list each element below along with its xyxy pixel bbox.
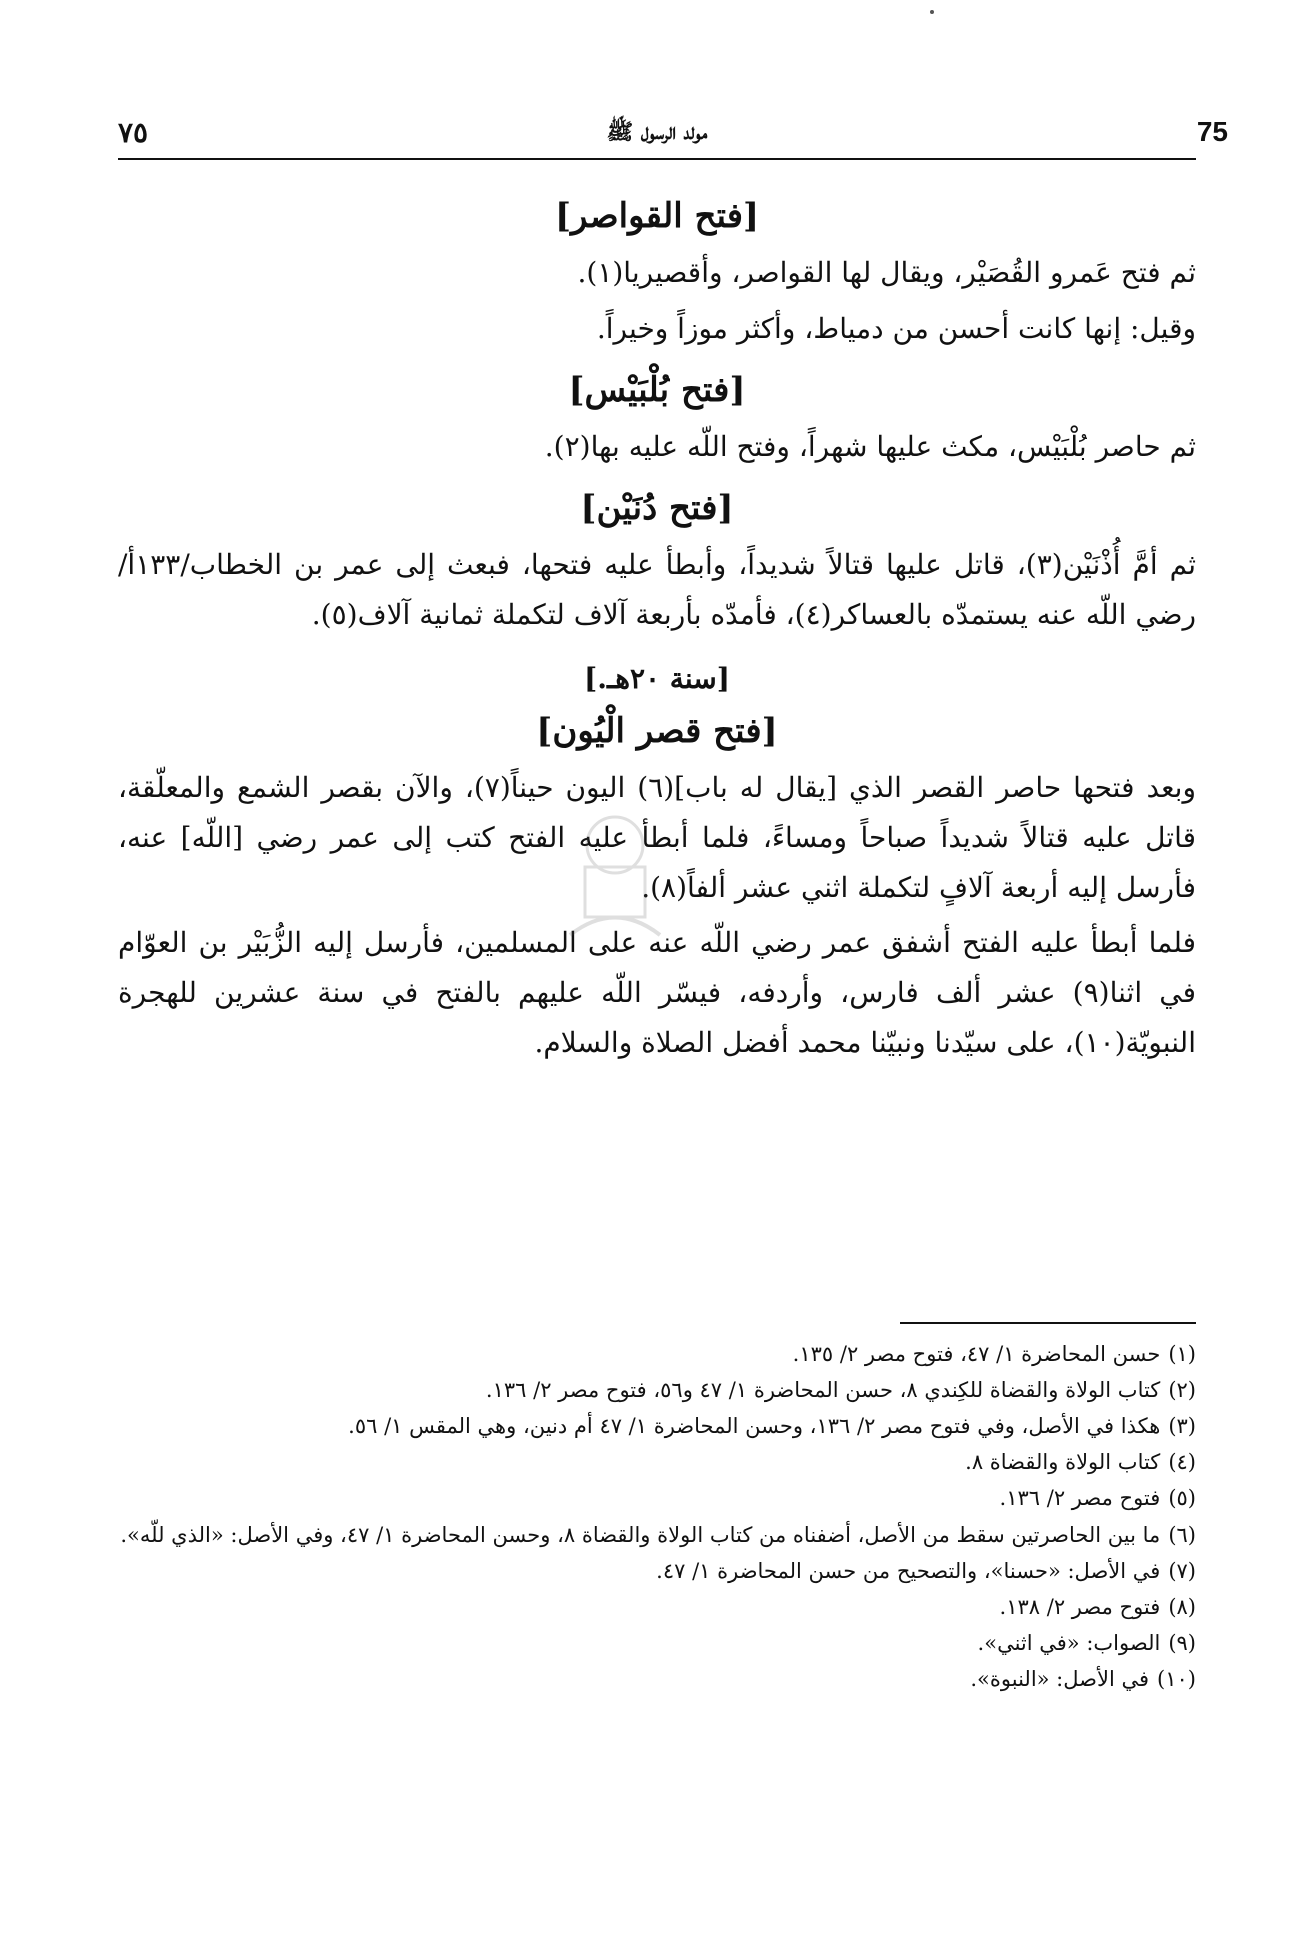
section-heading: [فتح بُلْبَيْس] <box>568 369 746 410</box>
running-title: مولد الرسول ﷺ <box>606 119 708 145</box>
section-heading: [فتح قصر الْيُون] <box>536 710 778 751</box>
footnotes <box>118 1336 1196 1697</box>
footnote-number: (٨) <box>1168 1594 1196 1619</box>
section-bilbeis <box>118 368 1196 472</box>
section-qawasir <box>118 194 1196 354</box>
footnote-text: الصواب: «في اثني». <box>977 1630 1161 1655</box>
library-seal-watermark-icon <box>530 805 700 955</box>
footnote-text: في الأصل: «النبوة». <box>970 1666 1150 1691</box>
paragraph: ثم أمَّ أُذْنَيْن(٣)، قاتل عليها قتالاً شديداً، وأبطأ عليه فتحها، فبعث إلى عمر بن الخطاب/١٣٣أ/ رضي اللّه عنه يستمدّه بالعساكر(٤)، فأمدّه بأربعة آلاف لتكملة ثمانية آلاف(٥). <box>118 548 1197 631</box>
paragraph: وبعد فتحها حاصر القصر الذي [يقال له باب](٦) اليون حيناً(٧)، والآن بقصر الشمع والمعلّقة، قاتل عليه قتالاً شديداً صباحاً ومساءً، فلما أبطأ عليه الفتح كتب إلى عمر رضي [اللّه] عنه، فأرسل إليه أربعة آلافٍ لتكملة اثني عشر ألفاً(٨). <box>118 770 1196 904</box>
footnote <box>118 1625 1196 1661</box>
section-heading: [فتح دُنَيْن] <box>580 487 734 528</box>
footnote-number: (٤) <box>1168 1450 1196 1475</box>
footnote-separator <box>900 1322 1196 1324</box>
footnote-number: (٢) <box>1168 1378 1196 1403</box>
paragraph: ثم فتح عَمرو القُصَيْر، ويقال لها القواصر، وأقصيريا(١). <box>577 256 1196 290</box>
footnote-text: هكذا في الأصل، وفي فتوح مصر ٢/ ١٣٦، وحسن المحاضرة ١/ ٤٧ أم دنين، وهي المقس ١/ ٥٦. <box>348 1414 1161 1439</box>
footnote-text: ما بين الحاصرتين سقط من الأصل، أضفناه من كتاب الولاة والقضاة ٨، وحسن المحاضرة ١/ ٤٧، وفي الأصل: «الذي للّه». <box>120 1522 1161 1547</box>
footnote-text: في الأصل: «حسنا»، والتصحيح من حسن المحاضرة ١/ ٤٧. <box>656 1558 1161 1583</box>
section-dunayn <box>118 486 1196 640</box>
year-heading: [سنة ٢٠هـ.] <box>584 661 730 695</box>
page-number-latin: 75 <box>1196 116 1228 147</box>
paragraph: وقيل: إنها كانت أحسن من دمياط، وأكثر موزاً وخيراً. <box>596 312 1196 346</box>
footnote-number: (٦) <box>1168 1522 1196 1547</box>
footnote-text: كتاب الولاة والقضاة للكِندي ٨، حسن المحاضرة ١/ ٤٧ و٥٦، فتوح مصر ٢/ ١٣٦. <box>485 1378 1161 1403</box>
footnote <box>118 1408 1196 1444</box>
paragraph: فلما أبطأ عليه الفتح أشفق عمر رضي اللّه عنه على المسلمين، فأرسل إليه الزُّبَيْر بن العوّام في اثنا(٩) عشر ألف فارس، وأردفه، فيسّر اللّه عليهم بالفتح في سنة عشرين للهجرة النبويّة(١٠)، على سيّدنا ونبيّنا محمد أفضل الصلاة والسلام. <box>118 926 1196 1060</box>
page-header <box>118 112 1228 156</box>
footnote <box>118 1372 1196 1408</box>
footnote <box>118 1517 1196 1553</box>
header-rule <box>118 158 1196 160</box>
footnote-number: (١) <box>1168 1342 1196 1366</box>
footnote-number: (٧) <box>1168 1558 1196 1583</box>
footnote-text: حسن المحاضرة ١/ ٤٧، فتوح مصر ٢/ ١٣٥. <box>792 1342 1161 1366</box>
page-number-arabic: ٧٥ <box>118 116 149 149</box>
footnote <box>118 1589 1196 1625</box>
footnote <box>118 1336 1196 1372</box>
footnote <box>118 1444 1196 1480</box>
paragraph: ثم حاصر بُلْبَيْس، مكث عليها شهراً، وفتح اللّه عليه بها(٢). <box>544 430 1196 464</box>
footnote-number: (٣) <box>1168 1414 1196 1439</box>
footnote-text: كتاب الولاة والقضاة ٨. <box>965 1450 1161 1475</box>
footnote-number: (٥) <box>1168 1486 1196 1511</box>
footnote <box>118 1480 1196 1516</box>
footnote-number: (١٠) <box>1157 1666 1196 1691</box>
footnote-text: فتوح مصر ٢/ ١٣٨. <box>999 1594 1161 1619</box>
scan-speck <box>930 10 934 14</box>
footnote <box>118 1661 1196 1697</box>
section-heading: [فتح القواصر] <box>554 196 760 236</box>
footnote-text: فتوح مصر ٢/ ١٣٦. <box>999 1486 1161 1511</box>
footnote-number: (٩) <box>1168 1630 1196 1655</box>
footnote <box>118 1553 1196 1589</box>
